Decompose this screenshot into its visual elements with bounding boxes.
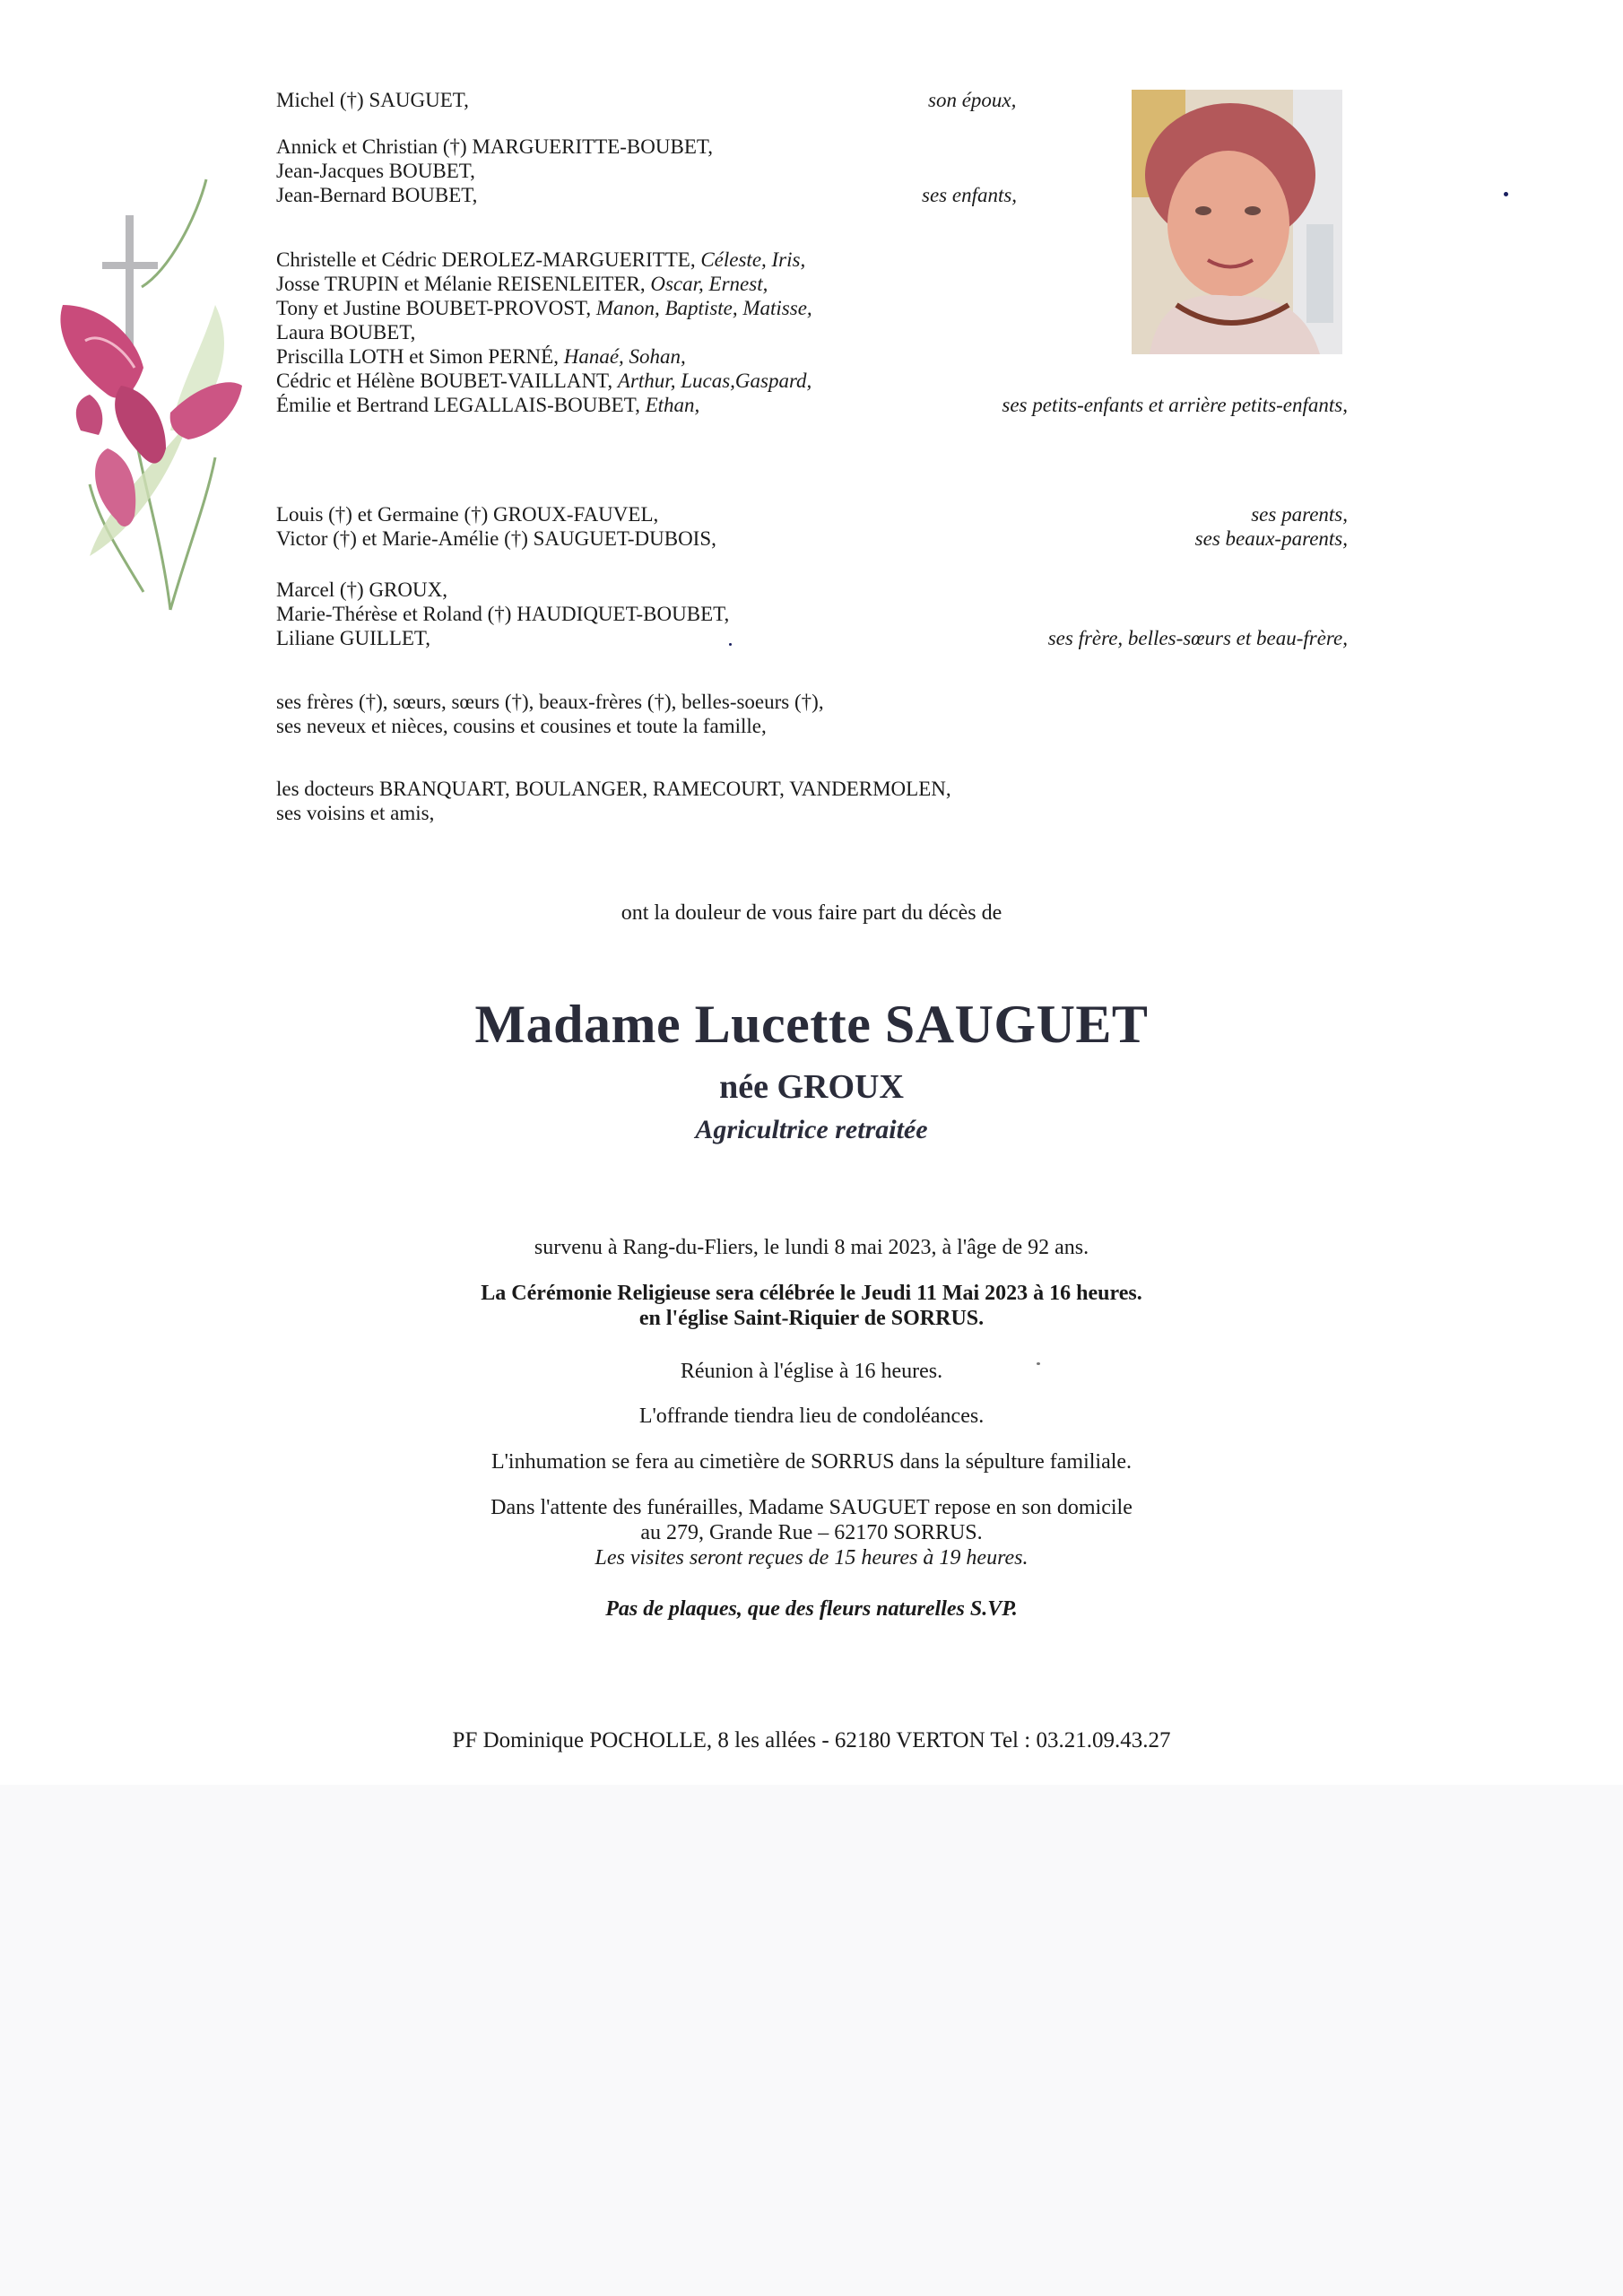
relation-label: ses frère, belles-sœurs et beau-frère, <box>1047 627 1348 649</box>
maiden-name: née GROUX <box>719 1068 904 1106</box>
family-line <box>276 88 1348 112</box>
family-line <box>276 626 1348 650</box>
family-line <box>276 159 1348 183</box>
family-line <box>276 393 1348 417</box>
family-line <box>276 578 1348 602</box>
family-line <box>276 369 1348 393</box>
ceremony-line-2: en l'église Saint-Riquier de SORRUS. <box>638 1307 985 1330</box>
burial-info: L'inhumation se fera au cimetière de SORRUS dans la sépulture familiale. <box>490 1450 1133 1474</box>
family-name: Jean-Bernard BOUBET, <box>276 184 478 206</box>
family-line <box>276 296 1348 320</box>
announcement-intro: ont la douleur de vous faire part du décès de <box>621 901 1002 925</box>
family-line <box>276 272 1348 296</box>
funeral-home-footer: PF Dominique POCHOLLE, 8 les allées - 62180 VERTON Tel : 03.21.09.43.27 <box>452 1728 1171 1752</box>
relation-label: ses enfants, <box>922 184 1018 206</box>
family-line <box>276 320 1348 344</box>
scan-speck <box>729 643 732 646</box>
children-names: Céleste, Iris, <box>700 248 806 271</box>
family-name: Laura BOUBET, <box>276 321 416 344</box>
family-name: ses neveux et nièces, cousins et cousines et toute la famille, <box>276 715 767 737</box>
family-name: Cédric et Hélène BOUBET-VAILLANT, <box>276 370 613 392</box>
family-line <box>276 690 1348 714</box>
relation-label: son époux, <box>928 89 1017 111</box>
family-name: Marie-Thérèse et Roland (†) HAUDIQUET-BOUBET, <box>276 603 730 625</box>
family-name: Priscilla LOTH et Simon PERNÉ, <box>276 345 559 368</box>
cross-lily-illustration <box>36 161 251 628</box>
family-line <box>276 135 1348 159</box>
family-name: Tony et Justine BOUBET-PROVOST, <box>276 297 592 319</box>
family-block-grandchildren <box>276 248 1348 417</box>
family-line <box>276 526 1348 551</box>
children-names: Hanaé, Sohan, <box>563 345 686 368</box>
family-line <box>276 602 1348 626</box>
family-block-extended <box>276 690 1348 738</box>
family-name: Émilie et Bertrand LEGALLAIS-BOUBET, <box>276 394 640 416</box>
children-names: Oscar, Ernest, <box>650 273 768 295</box>
family-line <box>276 801 1348 825</box>
scan-bottom-area <box>0 1785 1623 2296</box>
family-line <box>276 344 1348 369</box>
scan-speck <box>1037 1362 1040 1365</box>
relation-label: ses beaux-parents, <box>1194 527 1348 550</box>
children-names: Arthur, Lucas,Gaspard, <box>617 370 812 392</box>
relation-label: ses parents, <box>1251 503 1348 526</box>
family-block-children <box>276 135 1348 207</box>
family-block-siblings <box>276 578 1348 650</box>
family-line <box>276 502 1348 526</box>
family-name: Michel (†) SAUGUET, <box>276 89 469 111</box>
family-block-parents <box>276 502 1348 551</box>
family-name: ses frères (†), sœurs, sœurs (†), beaux-frères (†), belles-soeurs (†), <box>276 691 824 713</box>
family-name: Victor (†) et Marie-Amélie (†) SAUGUET-DUBOIS, <box>276 527 716 550</box>
family-name: Jean-Jacques BOUBET, <box>276 160 475 182</box>
family-name: les docteurs BRANQUART, BOULANGER, RAMECOURT, VANDERMOLEN, <box>276 778 951 800</box>
family-line <box>276 183 1348 207</box>
ceremony-line-1: La Cérémonie Religieuse sera célébrée le Jeudi 11 Mai 2023 à 16 heures. <box>481 1282 1142 1305</box>
family-block-husband <box>276 88 1348 112</box>
death-details: survenu à Rang-du-Fliers, le lundi 8 mai 2023, à l'âge de 92 ans. <box>534 1236 1089 1259</box>
meeting-info: Réunion à l'église à 16 heures. <box>680 1360 943 1383</box>
flowers-notice: Pas de plaques, que des fleurs naturelles S.VP. <box>605 1597 1018 1621</box>
repose-line-1: Dans l'attente des funérailles, Madame SAUGUET repose en son domicile <box>490 1496 1133 1519</box>
family-name: Annick et Christian (†) MARGUERITTE-BOUBET, <box>276 135 713 158</box>
family-name: Liliane GUILLET, <box>276 627 431 649</box>
offering-info: L'offrande tiendra lieu de condoléances. <box>638 1405 985 1428</box>
family-name: Marcel (†) GROUX, <box>276 578 447 601</box>
family-line <box>276 248 1348 272</box>
children-names: Ethan, <box>645 394 700 416</box>
family-name: Christelle et Cédric DEROLEZ-MARGUERITTE, <box>276 248 696 271</box>
family-block-friends <box>276 777 1348 825</box>
children-names: Manon, Baptiste, Matisse, <box>595 297 812 319</box>
family-name: ses voisins et amis, <box>276 802 435 824</box>
family-name: Josse TRUPIN et Mélanie REISENLEITER, <box>276 273 646 295</box>
family-line <box>276 777 1348 801</box>
deceased-name: Madame Lucette SAUGUET <box>474 995 1149 1054</box>
occupation: Agricultrice retraitée <box>695 1115 928 1144</box>
scan-speck <box>1504 192 1508 196</box>
family-name: Louis (†) et Germaine (†) GROUX-FAUVEL, <box>276 503 659 526</box>
relation-label: ses petits-enfants et arrière petits-enfants, <box>1002 394 1348 416</box>
family-line <box>276 714 1348 738</box>
visits-info: Les visites seront reçues de 15 heures à 19 heures. <box>595 1546 1028 1570</box>
repose-line-2: au 279, Grande Rue – 62170 SORRUS. <box>640 1521 983 1544</box>
